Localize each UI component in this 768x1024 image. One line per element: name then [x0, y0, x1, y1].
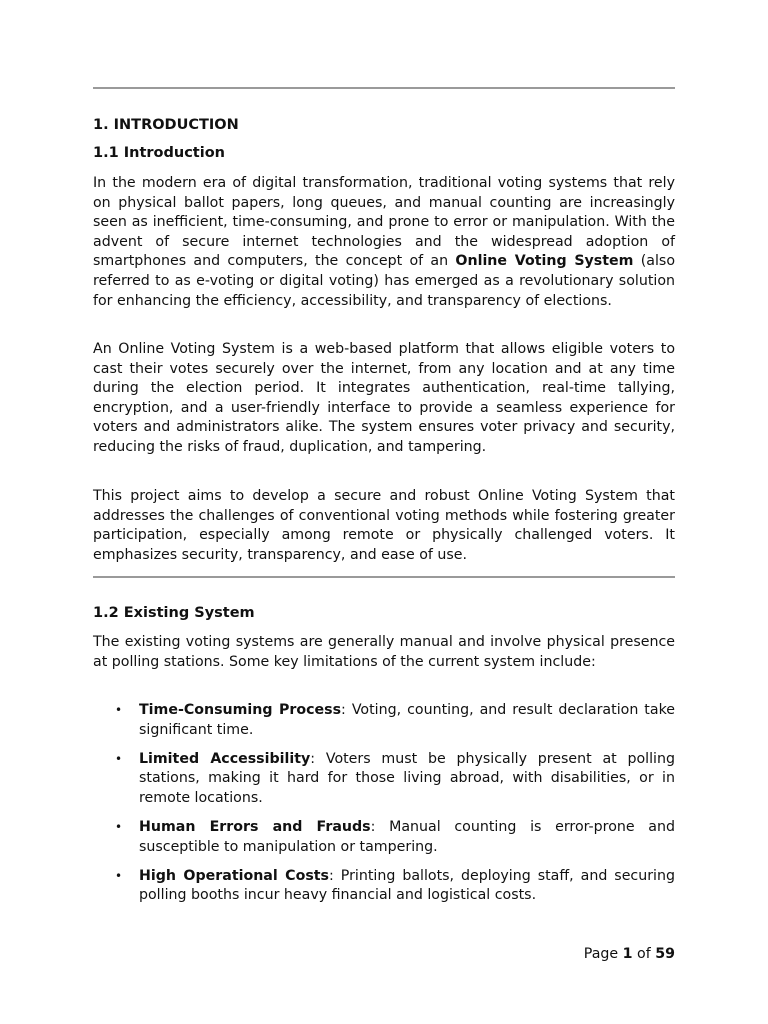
total-pages: 59 [655, 946, 675, 962]
section-divider [93, 576, 675, 578]
chapter-heading: 1. INTRODUCTION [93, 117, 239, 133]
bullet-icon: • [115, 751, 123, 766]
list-item [93, 867, 675, 906]
bullet-icon: • [115, 703, 123, 717]
paragraph-1-text-b: (also referred to as e-voting or digital voting) has emerged as a revolutionary solution for enhancing the efficiency, accessibility, and transparency of elections. [93, 253, 675, 309]
paragraph-1-text-a: In the modern era of digital transformation, traditional voting systems that rely on physical ballot papers, long queues, and manual counting are increasingly seen as inefficient, time-consuming, and prone to error or manipulation. With the advent of secure internet technologies and the widespread adoption of smartphones and computers, the concept of an [93, 175, 675, 270]
list-item [93, 818, 675, 857]
bullet-icon: • [115, 868, 123, 883]
paragraph-3: This project aims to develop a secure and robust Online Voting System that addresses the challenges of conventional voting methods while fostering greater participation, especially among remote or physically challenged voters. It emphasizes security, transparency, and ease of use. [93, 488, 675, 563]
paragraph-1 [93, 174, 675, 311]
section-heading-introduction: 1.1 Introduction [93, 145, 225, 161]
list-item-term: Time-Consuming Process [139, 702, 342, 718]
section-heading-existing-system: 1.2 Existing System [93, 605, 255, 621]
bullet-icon: • [115, 819, 123, 834]
paragraph-2: An Online Voting System is a web-based platform that allows eligible voters to cast their votes securely over the internet, from any location and at any time during the election period. It integrates authentication, real-time tallying, encryption, and a user-friendly interface to provide a seamless experience for voters and administrators alike. The system ensures voter privacy and security, reducing the risks of fraud, duplication, and tampering. [93, 341, 675, 455]
list-item-desc: : Manual counting is error-prone and susceptible to manipulation or tampering. [139, 818, 675, 855]
list-item [93, 750, 675, 809]
list-item-desc: : Voting, counting, and result declaration take significant time. [139, 702, 676, 738]
of-label: of [637, 946, 651, 962]
limitations-list [93, 701, 675, 915]
existing-system-intro: The existing voting systems are generally manual and involve physical presence at polling stations. Some key limitations of the current system include: [93, 634, 675, 670]
page-number [575, 944, 675, 964]
top-divider [93, 87, 675, 89]
list-item-term: High Operational Costs [139, 867, 329, 884]
page-label: Page [583, 946, 619, 962]
paragraph-1-bold-term: Online Voting System [455, 253, 634, 270]
list-item-term: Limited Accessibility [139, 750, 311, 767]
list-item [93, 701, 675, 740]
list-item-desc: : Voters must be physically present at polling stations, making it hard for those living abroad, with disabilities, or in remote locations. [139, 750, 675, 806]
list-item-desc: : Printing ballots, deploying staff, and securing polling booths incur heavy financial and logistical costs. [139, 867, 675, 904]
list-item-term: Human Errors and Frauds [139, 818, 371, 835]
current-page: 1 [622, 946, 633, 962]
